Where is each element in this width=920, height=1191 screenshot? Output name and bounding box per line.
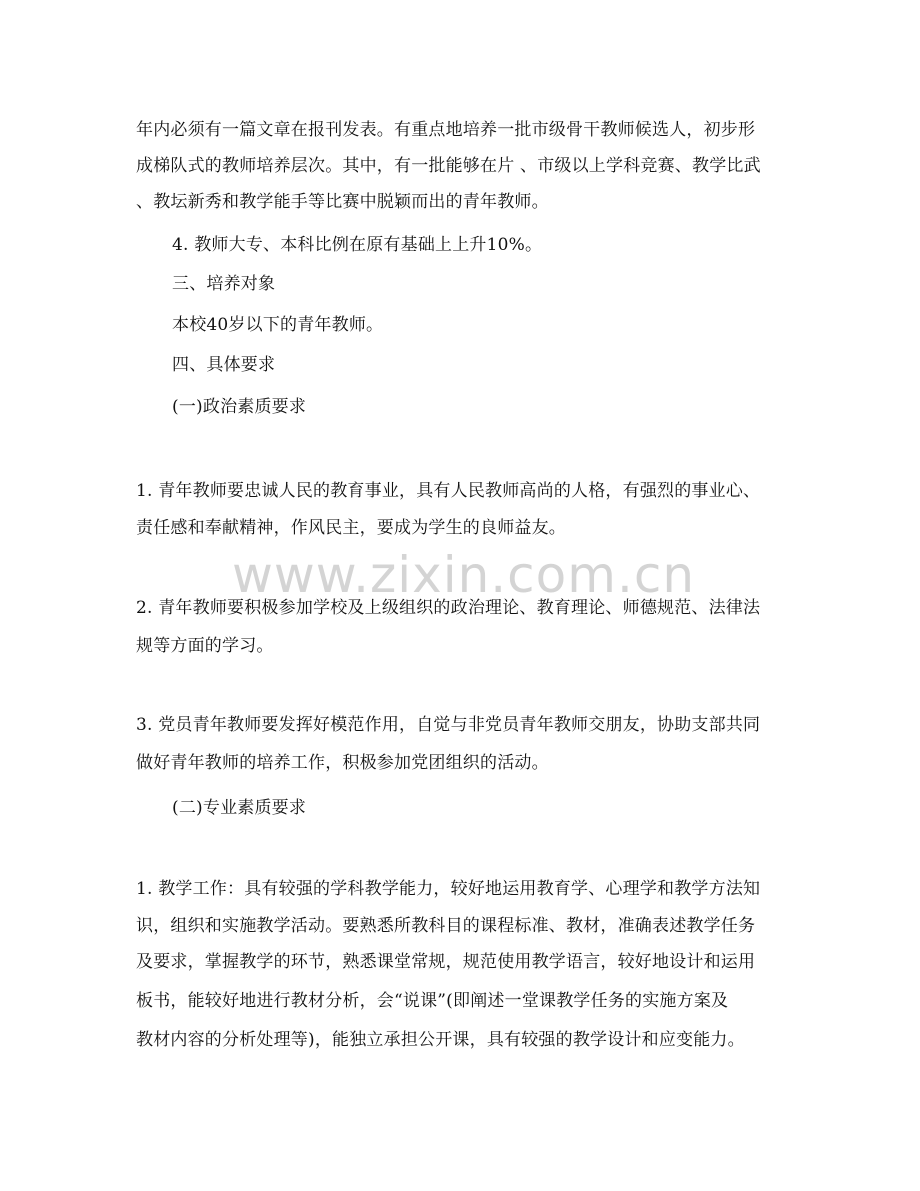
paragraph-line: 规等方面的学习。 (136, 636, 274, 656)
paragraph-line: 本校40岁以下的青年教师。 (172, 315, 384, 335)
paragraph-line: 成梯队式的教师培养层次。其中，有一批能够在片 、市级以上学科竞赛、教学比武 (136, 156, 761, 176)
subsection-heading: (一)政治素质要求 (172, 397, 307, 417)
paragraph-line: 做好青年教师的培养工作，积极参加党团组织的活动。 (136, 753, 549, 773)
paragraph-line: 年内必须有一篇文章在报刊发表。有重点地培养一批市级骨干教师候选人，初步形 (136, 120, 756, 140)
paragraph-line: 及要求，掌握教学的环节，熟悉课堂常规，规范使用教学语言，较好地设计和运用 (136, 952, 756, 972)
paragraph-line: 、教坛新秀和教学能手等比赛中脱颖而出的青年教师。 (136, 192, 549, 212)
watermark: www.zixin.com.cn (232, 546, 696, 604)
paragraph-line: 识，组织和实施教学活动。要熟悉所教科目的课程标准、教材，准确表述教学任务 (136, 916, 756, 936)
list-item: 4. 教师大专、本科比例在原有基础上上升10%。 (172, 235, 543, 255)
subsection-heading: (二)专业素质要求 (172, 798, 307, 818)
paragraph-line: 教材内容的分析处理等)，能独立承担公开课，具有较强的教学设计和应变能力。 (136, 1030, 745, 1050)
paragraph-line: 1. 青年教师要忠诚人民的教育事业，具有人民教师高尚的人格，有强烈的事业心、 (136, 481, 761, 501)
paragraph-line: 责任感和奉献精神，作风民主，要成为学生的良师益友。 (136, 518, 566, 538)
paragraph-line: 1. 教学工作：具有较强的学科教学能力，较好地运用教育学、心理学和教学方法知 (136, 879, 761, 899)
paragraph-line: 3. 党员青年教师要发挥好模范作用，自觉与非党员青年教师交朋友，协助支部共同 (136, 715, 761, 735)
paragraph-line: 板书，能较好地进行教材分析，会“说课”(即阐述一堂课教学任务的实施方案及 (136, 991, 729, 1011)
paragraph-line: 2. 青年教师要积极参加学校及上级组织的政治理论、教育理论、师德规范、法律法 (136, 598, 761, 618)
section-heading: 四、具体要求 (172, 355, 276, 375)
section-heading: 三、培养对象 (172, 274, 276, 294)
